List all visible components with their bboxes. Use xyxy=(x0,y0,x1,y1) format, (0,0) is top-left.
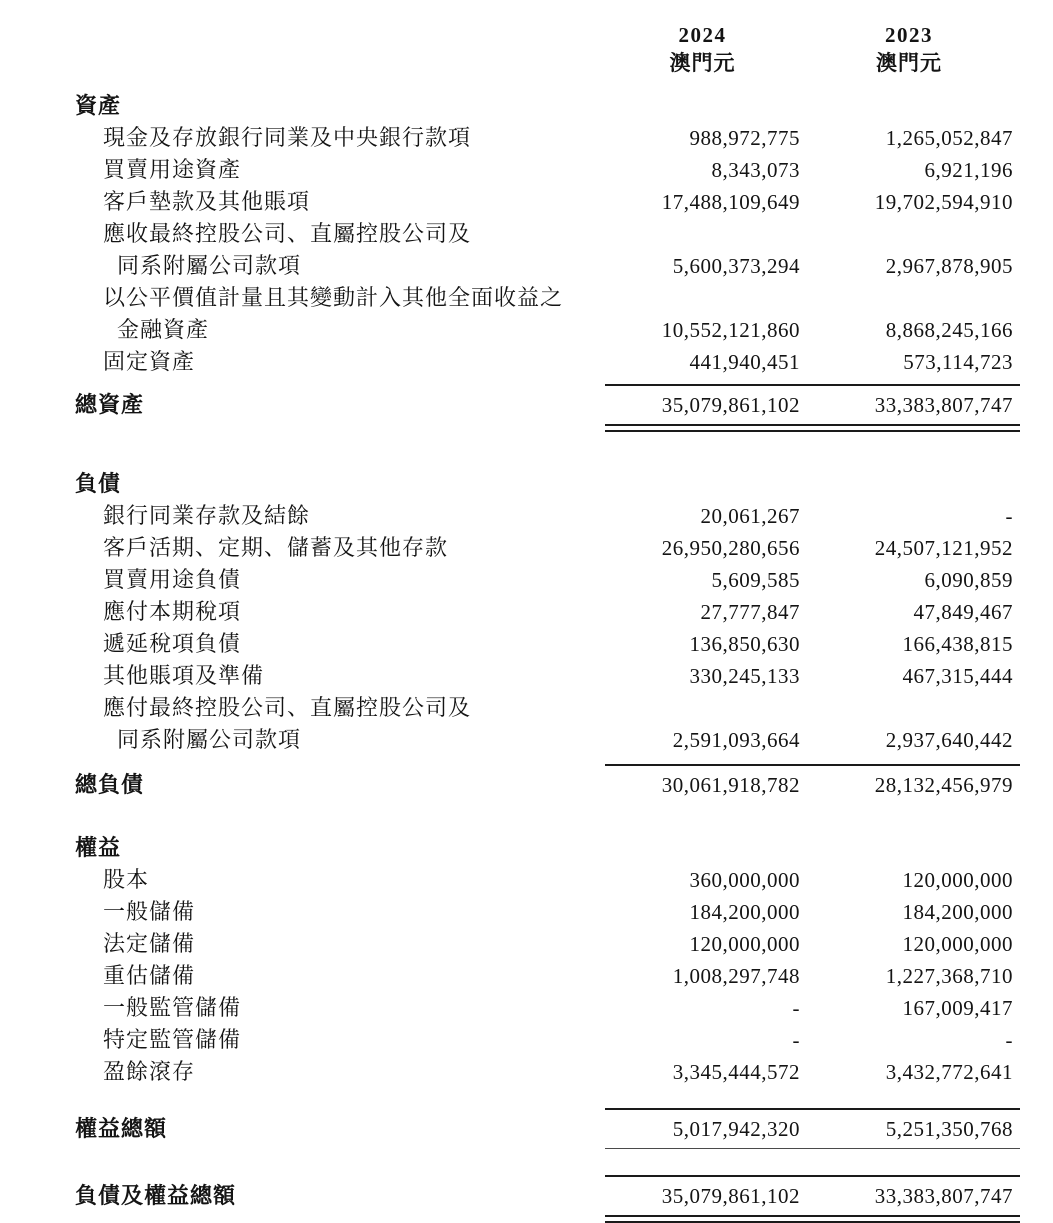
amount-2024: 1,008,297,748 xyxy=(672,964,800,988)
total-label: 負債及權益總額 xyxy=(75,1183,237,1208)
row-values xyxy=(605,1056,1020,1088)
row-values xyxy=(605,386,1020,424)
amount-2024: 330,245,133 xyxy=(689,664,800,688)
amount-2024: 26,950,280,656 xyxy=(661,536,800,560)
amount-2024: 35,079,861,102 xyxy=(661,1184,800,1208)
amount-2023: 19,702,594,910 xyxy=(874,190,1013,214)
amount-2024: 20,061,267 xyxy=(700,504,800,528)
total-liabilities-and-equity-row xyxy=(75,1177,1020,1215)
line-item-label: 特定監管儲備 xyxy=(103,1027,242,1052)
table-row xyxy=(75,564,1020,596)
amount-2024: 27,777,847 xyxy=(700,600,800,624)
amount-2024: 441,940,451 xyxy=(689,350,800,374)
total-label: 總負債 xyxy=(75,772,145,797)
year-2024-label: 2024 xyxy=(678,23,727,47)
amount-2023: 1,265,052,847 xyxy=(885,126,1013,150)
table-row xyxy=(75,864,1020,896)
amount-2023: 467,315,444 xyxy=(902,664,1013,688)
line-item-label: 銀行同業存款及結餘 xyxy=(103,503,311,528)
total-liabilities-row xyxy=(75,766,1020,804)
currency-2023-label: 澳門元 xyxy=(876,51,942,75)
line-item-label: 現金及存放銀行同業及中央銀行款項 xyxy=(103,125,472,150)
amount-2023: 6,090,859 xyxy=(924,568,1013,592)
amount-2023: 573,114,723 xyxy=(903,350,1013,374)
section-title: 資產 xyxy=(75,93,122,118)
row-values xyxy=(605,1177,1020,1215)
section-header-assets xyxy=(75,90,1020,122)
amount-2023: 120,000,000 xyxy=(902,868,1013,892)
table-row xyxy=(75,692,1020,724)
row-values xyxy=(605,532,1020,564)
amount-2023: - xyxy=(1005,504,1013,528)
amount-2024: 30,061,918,782 xyxy=(661,773,800,797)
amount-2024: 10,552,121,860 xyxy=(661,318,800,342)
table-row xyxy=(75,218,1020,250)
table-row xyxy=(75,282,1020,314)
amount-2023: - xyxy=(1005,1028,1013,1052)
row-values xyxy=(605,250,1020,282)
row-values xyxy=(605,500,1020,532)
amount-2023: 2,937,640,442 xyxy=(885,728,1013,752)
table-row xyxy=(75,532,1020,564)
table-row xyxy=(75,896,1020,928)
amount-2024: - xyxy=(792,996,800,1020)
table-row xyxy=(75,1056,1020,1088)
currency-2024-label: 澳門元 xyxy=(669,51,736,75)
amount-2023: 184,200,000 xyxy=(902,900,1013,924)
line-item-label: 同系附屬公司款項 xyxy=(117,253,302,278)
line-item-label: 重估儲備 xyxy=(103,963,196,988)
amount-2023: 8,868,245,166 xyxy=(885,318,1013,342)
column-header-2024 xyxy=(605,22,805,78)
line-item-label: 法定儲備 xyxy=(103,931,196,956)
line-item-label: 同系附屬公司款項 xyxy=(117,727,302,752)
line-item-label: 應收最終控股公司、直屬控股公司及 xyxy=(103,221,472,246)
row-values xyxy=(605,628,1020,660)
amount-2024: 5,017,942,320 xyxy=(672,1117,800,1141)
table-row xyxy=(75,596,1020,628)
double-rule xyxy=(605,1215,1020,1223)
row-values xyxy=(605,896,1020,928)
line-item-label: 買賣用途負債 xyxy=(103,567,242,592)
double-rule xyxy=(605,424,1020,432)
section-header-equity xyxy=(75,832,1020,864)
total-equity-row xyxy=(75,1110,1020,1148)
amount-2023: 2,967,878,905 xyxy=(885,254,1013,278)
amount-2024: 3,345,444,572 xyxy=(672,1060,800,1084)
table-row xyxy=(75,154,1020,186)
line-item-label: 客戶墊款及其他賬項 xyxy=(103,189,311,214)
row-values xyxy=(605,1110,1020,1148)
table-row xyxy=(75,992,1020,1024)
amount-2023: 120,000,000 xyxy=(902,932,1013,956)
table-row xyxy=(75,960,1020,992)
table-row xyxy=(75,250,1020,282)
amount-2024: 988,972,775 xyxy=(689,126,800,150)
table-row xyxy=(75,122,1020,154)
amount-2023: 28,132,456,979 xyxy=(874,773,1013,797)
line-item-label: 股本 xyxy=(103,867,150,892)
row-values xyxy=(605,596,1020,628)
row-values xyxy=(605,122,1020,154)
amount-2023: 33,383,807,747 xyxy=(874,1184,1013,1208)
line-item-label: 遞延稅項負債 xyxy=(103,631,242,656)
line-item-label: 買賣用途資產 xyxy=(103,157,242,182)
amount-2023: 5,251,350,768 xyxy=(885,1117,1013,1141)
line-item-label: 一般監管儲備 xyxy=(103,995,242,1020)
thin-rule xyxy=(605,1148,1020,1149)
line-item-label: 金融資產 xyxy=(117,317,210,342)
amount-2023: 167,009,417 xyxy=(902,996,1013,1020)
amount-2023: 6,921,196 xyxy=(924,158,1013,182)
table-row xyxy=(75,314,1020,346)
section-header-liabilities xyxy=(75,468,1020,500)
column-header-row xyxy=(75,22,1020,78)
amount-2023: 3,432,772,641 xyxy=(885,1060,1013,1084)
amount-2024: 136,850,630 xyxy=(689,632,800,656)
total-assets-row xyxy=(75,386,1020,424)
row-values xyxy=(605,346,1020,378)
section-title: 負債 xyxy=(75,471,122,496)
row-values xyxy=(605,1024,1020,1056)
amount-2023: 24,507,121,952 xyxy=(874,536,1013,560)
amount-2024: 2,591,093,664 xyxy=(672,728,800,752)
row-values xyxy=(605,154,1020,186)
amount-2023: 33,383,807,747 xyxy=(874,393,1013,417)
amount-2023: 1,227,368,710 xyxy=(885,964,1013,988)
total-equity-bottom-rule xyxy=(605,1148,1020,1149)
row-values xyxy=(605,864,1020,896)
amount-2023: 166,438,815 xyxy=(902,632,1013,656)
column-headers xyxy=(605,22,1020,78)
row-values xyxy=(605,724,1020,756)
table-row xyxy=(75,724,1020,756)
amount-2024: - xyxy=(792,1028,800,1052)
amount-2023: 47,849,467 xyxy=(913,600,1013,624)
line-item-label: 應付本期稅項 xyxy=(103,599,242,624)
line-item-label: 客戶活期、定期、儲蓄及其他存款 xyxy=(103,535,449,560)
line-item-label: 其他賬項及準備 xyxy=(103,663,265,688)
line-item-label: 一般儲備 xyxy=(103,899,196,924)
line-item-label: 應付最終控股公司、直屬控股公司及 xyxy=(103,695,472,720)
section-title: 權益 xyxy=(75,835,122,860)
amount-2024: 17,488,109,649 xyxy=(661,190,800,214)
column-header-2023 xyxy=(805,22,1020,78)
total-liabilities-equity-bottom-rule xyxy=(605,1215,1020,1223)
amount-2024: 120,000,000 xyxy=(689,932,800,956)
table-row xyxy=(75,628,1020,660)
table-row xyxy=(75,346,1020,378)
table-row xyxy=(75,186,1020,218)
row-values xyxy=(605,314,1020,346)
table-row xyxy=(75,660,1020,692)
amount-2024: 184,200,000 xyxy=(689,900,800,924)
line-item-label: 盈餘滾存 xyxy=(103,1059,196,1084)
row-values xyxy=(605,992,1020,1024)
year-2023-label: 2023 xyxy=(885,23,933,47)
row-values xyxy=(605,186,1020,218)
row-values xyxy=(605,766,1020,804)
amount-2024: 8,343,073 xyxy=(711,158,800,182)
total-label: 總資產 xyxy=(75,392,145,417)
line-item-label: 以公平價值計量且其變動計入其他全面收益之 xyxy=(103,285,564,310)
amount-2024: 5,600,373,294 xyxy=(672,254,800,278)
amount-2024: 35,079,861,102 xyxy=(661,393,800,417)
total-label: 權益總額 xyxy=(75,1116,168,1141)
amount-2024: 5,609,585 xyxy=(711,568,800,592)
row-values xyxy=(605,660,1020,692)
table-row xyxy=(75,928,1020,960)
table-row xyxy=(75,500,1020,532)
row-values xyxy=(605,564,1020,596)
total-assets-bottom-rule xyxy=(605,424,1020,432)
table-row xyxy=(75,1024,1020,1056)
amount-2024: 360,000,000 xyxy=(689,868,800,892)
row-values xyxy=(605,960,1020,992)
row-values xyxy=(605,928,1020,960)
line-item-label: 固定資產 xyxy=(103,349,196,374)
